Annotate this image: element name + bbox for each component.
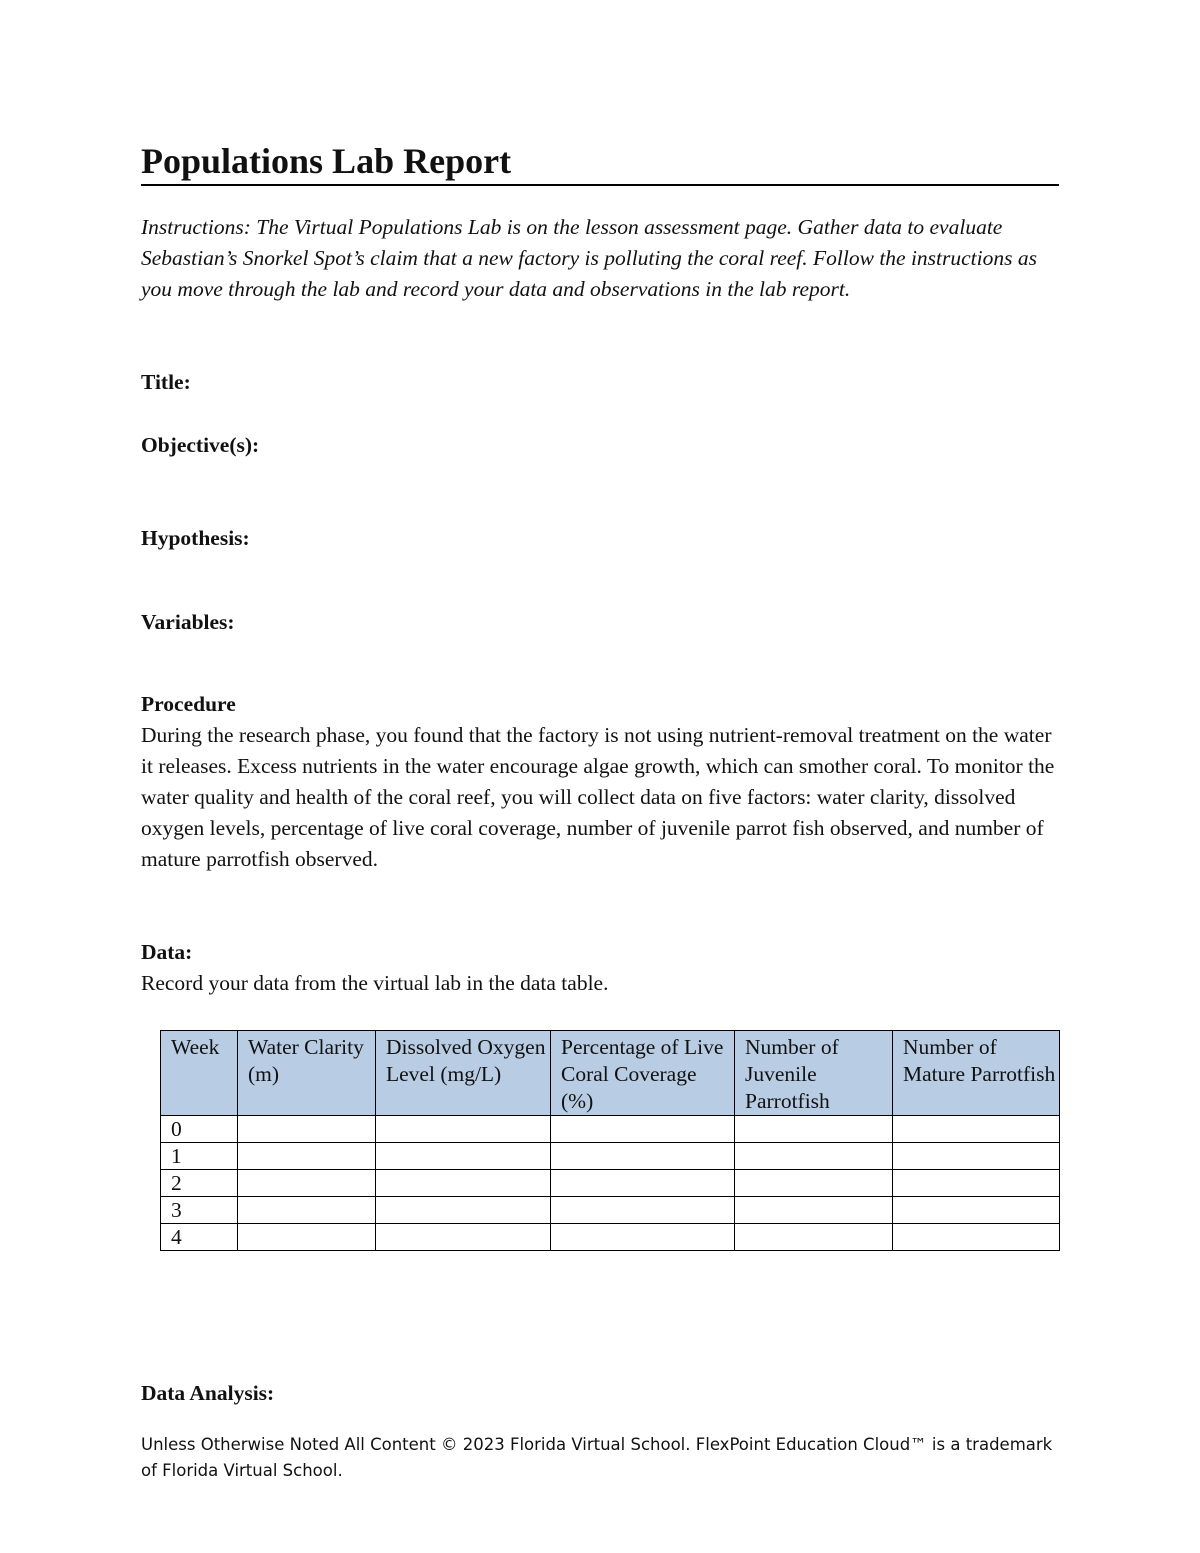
table-cell[interactable] — [735, 1116, 893, 1143]
table-cell[interactable] — [893, 1197, 1060, 1224]
page-title: Populations Lab Report — [141, 140, 1059, 186]
table-cell[interactable] — [735, 1143, 893, 1170]
header-week: Week — [161, 1031, 238, 1116]
table-cell[interactable] — [735, 1170, 893, 1197]
data-analysis-label: Data Analysis: — [141, 1381, 275, 1405]
table-cell[interactable] — [551, 1116, 735, 1143]
header-mature-parrotfish: Number of Mature Parrotfish — [893, 1031, 1060, 1116]
table-cell[interactable] — [238, 1197, 376, 1224]
table-cell[interactable] — [238, 1116, 376, 1143]
instructions-text: Instructions: The Virtual Populations Lab is on the lesson assessment page. Gather data to evaluate Sebastian’s Snorkel Spot’s claim that a new factory is polluting the coral reef. Follow the instructions as you move through the lab and record your data and observations in the lab report. — [141, 215, 1037, 301]
week-cell: 3 — [161, 1197, 238, 1224]
table-cell[interactable] — [238, 1143, 376, 1170]
table-cell[interactable] — [893, 1143, 1060, 1170]
variables-label: Variables: — [141, 610, 235, 634]
header-dissolved-oxygen: Dissolved Oxygen Level (mg/L) — [376, 1031, 551, 1116]
table-cell[interactable] — [735, 1224, 893, 1251]
header-water-clarity: Water Clarity (m) — [238, 1031, 376, 1116]
objectives-label: Objective(s): — [141, 433, 260, 457]
table-cell[interactable] — [893, 1116, 1060, 1143]
header-live-coral: Percentage of Live Coral Coverage (%) — [551, 1031, 735, 1116]
week-cell: 1 — [161, 1143, 238, 1170]
header-juvenile-parrotfish: Number of Juvenile Parrotfish — [735, 1031, 893, 1116]
procedure-label: Procedure — [141, 692, 236, 716]
table-cell[interactable] — [376, 1143, 551, 1170]
table-cell[interactable] — [893, 1170, 1060, 1197]
data-label: Data: — [141, 940, 193, 964]
table-row — [161, 1170, 1060, 1197]
table-cell[interactable] — [551, 1143, 735, 1170]
table-row — [161, 1224, 1060, 1251]
table-header-row — [161, 1031, 1060, 1116]
week-cell: 4 — [161, 1224, 238, 1251]
table-cell[interactable] — [893, 1224, 1060, 1251]
table-cell[interactable] — [376, 1116, 551, 1143]
table-row — [161, 1116, 1060, 1143]
title-label: Title: — [141, 370, 191, 394]
table-cell[interactable] — [551, 1224, 735, 1251]
data-table — [160, 1030, 1060, 1251]
table-cell[interactable] — [735, 1197, 893, 1224]
week-cell: 2 — [161, 1170, 238, 1197]
table-cell[interactable] — [376, 1170, 551, 1197]
procedure-text: During the research phase, you found that the factory is not using nutrient-removal treatment on the water it releases. Excess nutrients in the water encourage algae growth, which can smother coral. To monitor the water quality and health of the coral reef, you will collect data on five factors: water clarity, dissolved oxygen levels, percentage of live coral coverage, number of juvenile parrot fish observed, and number of mature parrotfish observed. — [141, 723, 1055, 871]
week-cell: 0 — [161, 1116, 238, 1143]
hypothesis-label: Hypothesis: — [141, 526, 250, 550]
table-cell[interactable] — [551, 1197, 735, 1224]
data-instructions: Record your data from the virtual lab in the data table. — [141, 971, 609, 995]
table-cell[interactable] — [376, 1197, 551, 1224]
table-cell[interactable] — [551, 1170, 735, 1197]
copyright-footer: Unless Otherwise Noted All Content © 2023 Florida Virtual School. FlexPoint Education Cloud™ is a trademark of Florida Virtual School. — [141, 1435, 1053, 1480]
table-cell[interactable] — [238, 1224, 376, 1251]
table-row — [161, 1143, 1060, 1170]
table-row — [161, 1197, 1060, 1224]
table-cell[interactable] — [238, 1170, 376, 1197]
table-cell[interactable] — [376, 1224, 551, 1251]
